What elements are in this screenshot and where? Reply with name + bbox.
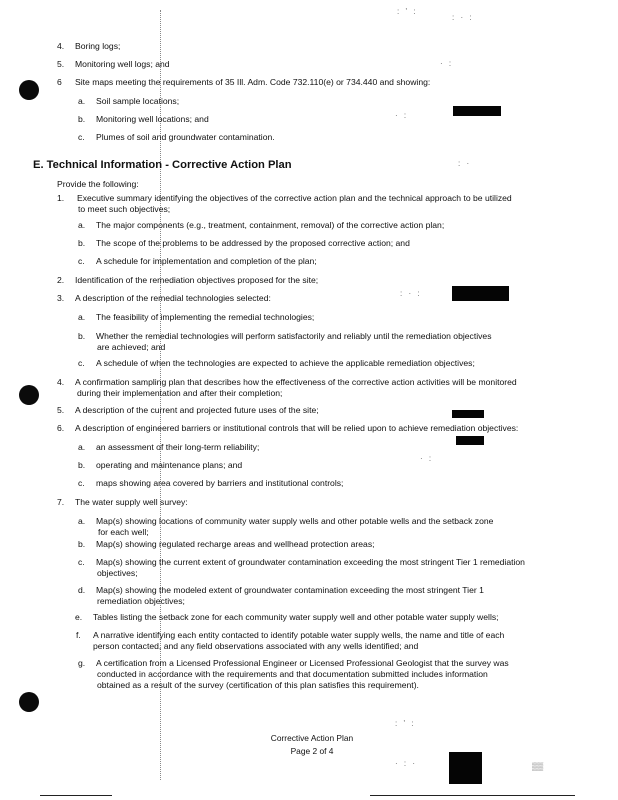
list-item: Executive summary identifying the objectives of the corrective action plan and the technical approach to be utilized bbox=[77, 193, 512, 203]
sublist-letter: b. bbox=[78, 238, 86, 248]
sublist-letter: c. bbox=[78, 478, 85, 488]
section-title: E. Technical Information - Corrective Action Plan bbox=[33, 159, 292, 171]
sublist-letter: b. bbox=[78, 114, 86, 124]
list-number: 6. bbox=[57, 423, 65, 433]
sublist-letter: a. bbox=[78, 516, 86, 526]
sublist-item: Map(s) showing the current extent of groundwater contamination exceeding the most stringent Tier 1 remediation bbox=[96, 557, 525, 567]
list-number: 5. bbox=[57, 59, 65, 69]
list-number: 6 bbox=[57, 77, 62, 87]
list-item: Site maps meeting the requirements of 35 Ill. Adm. Code 732.110(e) or 734.440 and showing: bbox=[75, 77, 431, 87]
sublist-letter: b. bbox=[78, 460, 86, 470]
sublist-letter: c. bbox=[78, 256, 85, 266]
punch-hole-bottom bbox=[19, 692, 39, 712]
sublist-letter: c. bbox=[78, 358, 85, 368]
sublist-letter: e. bbox=[75, 612, 83, 622]
sublist-item: Map(s) showing regulated recharge areas and wellhead protection areas; bbox=[96, 539, 375, 549]
sublist-item-continued: objectives; bbox=[97, 568, 138, 578]
bottom-rule-right bbox=[370, 795, 575, 796]
sublist-item-continued: conducted in accordance with the requirements and that documentation submitted includes information bbox=[97, 669, 488, 679]
sublist-item: an assessment of their long-term reliability; bbox=[96, 442, 260, 452]
sublist-item: Map(s) showing the modeled extent of groundwater contamination exceeding the most stringent Tier 1 bbox=[96, 585, 484, 595]
sublist-item: The feasibility of implementing the remedial technologies; bbox=[96, 312, 315, 322]
punch-hole-top bbox=[19, 80, 39, 100]
redaction-box bbox=[452, 286, 509, 301]
list-number: 7. bbox=[57, 497, 65, 507]
sublist-item: maps showing area covered by barriers and institutional controls; bbox=[96, 478, 344, 488]
sublist-item-continued: remediation objectives; bbox=[97, 596, 185, 606]
sublist-item-continued: for each well; bbox=[98, 527, 149, 537]
scan-noise: : · : bbox=[452, 13, 474, 22]
sublist-item: Soil sample locations; bbox=[96, 96, 180, 106]
redaction-box bbox=[456, 436, 484, 445]
footer-title: Corrective Action Plan bbox=[270, 733, 354, 743]
list-item: A description of the remedial technologies selected: bbox=[75, 293, 271, 303]
list-item: Boring logs; bbox=[75, 41, 121, 51]
redaction-box bbox=[453, 106, 501, 116]
sublist-item: Plumes of soil and groundwater contamination. bbox=[96, 132, 275, 142]
list-number: 1. bbox=[57, 193, 65, 203]
scan-noise: · : · bbox=[395, 759, 417, 768]
sublist-item: A schedule for implementation and completion of the plan; bbox=[96, 256, 317, 266]
sublist-item: A certification from a Licensed Professional Engineer or Licensed Professional Geologist that the survey was bbox=[96, 658, 509, 668]
scan-noise: · : bbox=[440, 59, 454, 68]
sublist-letter: b. bbox=[78, 539, 86, 549]
scan-noise: : · bbox=[458, 159, 472, 168]
sublist-letter: a. bbox=[78, 96, 86, 106]
sublist-letter: c. bbox=[78, 557, 85, 567]
scan-stamp: ▒▒ bbox=[532, 762, 544, 771]
list-number: 2. bbox=[57, 275, 65, 285]
sublist-item: Monitoring well locations; and bbox=[96, 114, 209, 124]
list-item: A description of engineered barriers or institutional controls that will be relied upon to achieve remediation objectives: bbox=[75, 423, 519, 433]
sublist-item-continued: person contacted, and any field observations associated with any wells identified; and bbox=[93, 641, 419, 651]
sublist-item: Tables listing the setback zone for each community water supply well and other potable water supply wells; bbox=[93, 612, 499, 622]
scan-noise: · : bbox=[395, 111, 409, 120]
scan-noise: : ' : bbox=[395, 719, 416, 728]
sublist-letter: a. bbox=[78, 220, 86, 230]
list-number: 5. bbox=[57, 405, 65, 415]
bottom-rule-left bbox=[40, 795, 112, 796]
scan-noise: · : bbox=[420, 454, 434, 463]
sublist-item-continued: are achieved; and bbox=[97, 342, 166, 352]
sublist-item: A schedule of when the technologies are expected to achieve the applicable remediation objectives; bbox=[96, 358, 475, 368]
punch-hole-middle bbox=[19, 385, 39, 405]
redaction-box bbox=[452, 410, 484, 418]
list-number: 4. bbox=[57, 377, 65, 387]
sublist-item: operating and maintenance plans; and bbox=[96, 460, 243, 470]
sublist-letter: g. bbox=[78, 658, 86, 668]
redaction-box bbox=[449, 752, 482, 784]
sublist-letter: a. bbox=[78, 442, 86, 452]
list-item-continued: during their implementation and after their completion; bbox=[77, 388, 283, 398]
page-number: Page 2 of 4 bbox=[290, 746, 334, 756]
sublist-letter: b. bbox=[78, 331, 86, 341]
sublist-letter: f. bbox=[76, 630, 81, 640]
sublist-item: The major components (e.g., treatment, containment, removal) of the corrective action plan; bbox=[96, 220, 445, 230]
list-item: A description of the current and projected future uses of the site; bbox=[75, 405, 319, 415]
sublist-item: Map(s) showing locations of community water supply wells and other potable wells and the setback zone bbox=[96, 516, 494, 526]
sublist-item: The scope of the problems to be addressed by the proposed corrective action; and bbox=[96, 238, 410, 248]
list-item-continued: to meet such objectives; bbox=[78, 204, 171, 214]
sublist-item: Whether the remedial technologies will perform satisfactorily and reliably until the remediation objectives bbox=[96, 331, 492, 341]
section-intro: Provide the following: bbox=[57, 179, 139, 189]
list-item: A confirmation sampling plan that describes how the effectiveness of the corrective action activities will be monitored bbox=[75, 377, 517, 387]
sublist-letter: c. bbox=[78, 132, 85, 142]
sublist-letter: a. bbox=[78, 312, 86, 322]
sublist-letter: d. bbox=[78, 585, 86, 595]
list-item: The water supply well survey: bbox=[75, 497, 188, 507]
list-number: 4. bbox=[57, 41, 65, 51]
list-number: 3. bbox=[57, 293, 65, 303]
list-item: Identification of the remediation objectives proposed for the site; bbox=[75, 275, 319, 285]
scan-noise: : · : bbox=[400, 289, 422, 298]
list-item: Monitoring well logs; and bbox=[75, 59, 170, 69]
scan-noise: : ' : bbox=[397, 7, 418, 16]
sublist-item-continued: obtained as a result of the survey (certification of this plan satisfies this requirement). bbox=[97, 680, 419, 690]
sublist-item: A narrative identifying each entity contacted to identify potable water supply wells, the name and title of each bbox=[93, 630, 505, 640]
